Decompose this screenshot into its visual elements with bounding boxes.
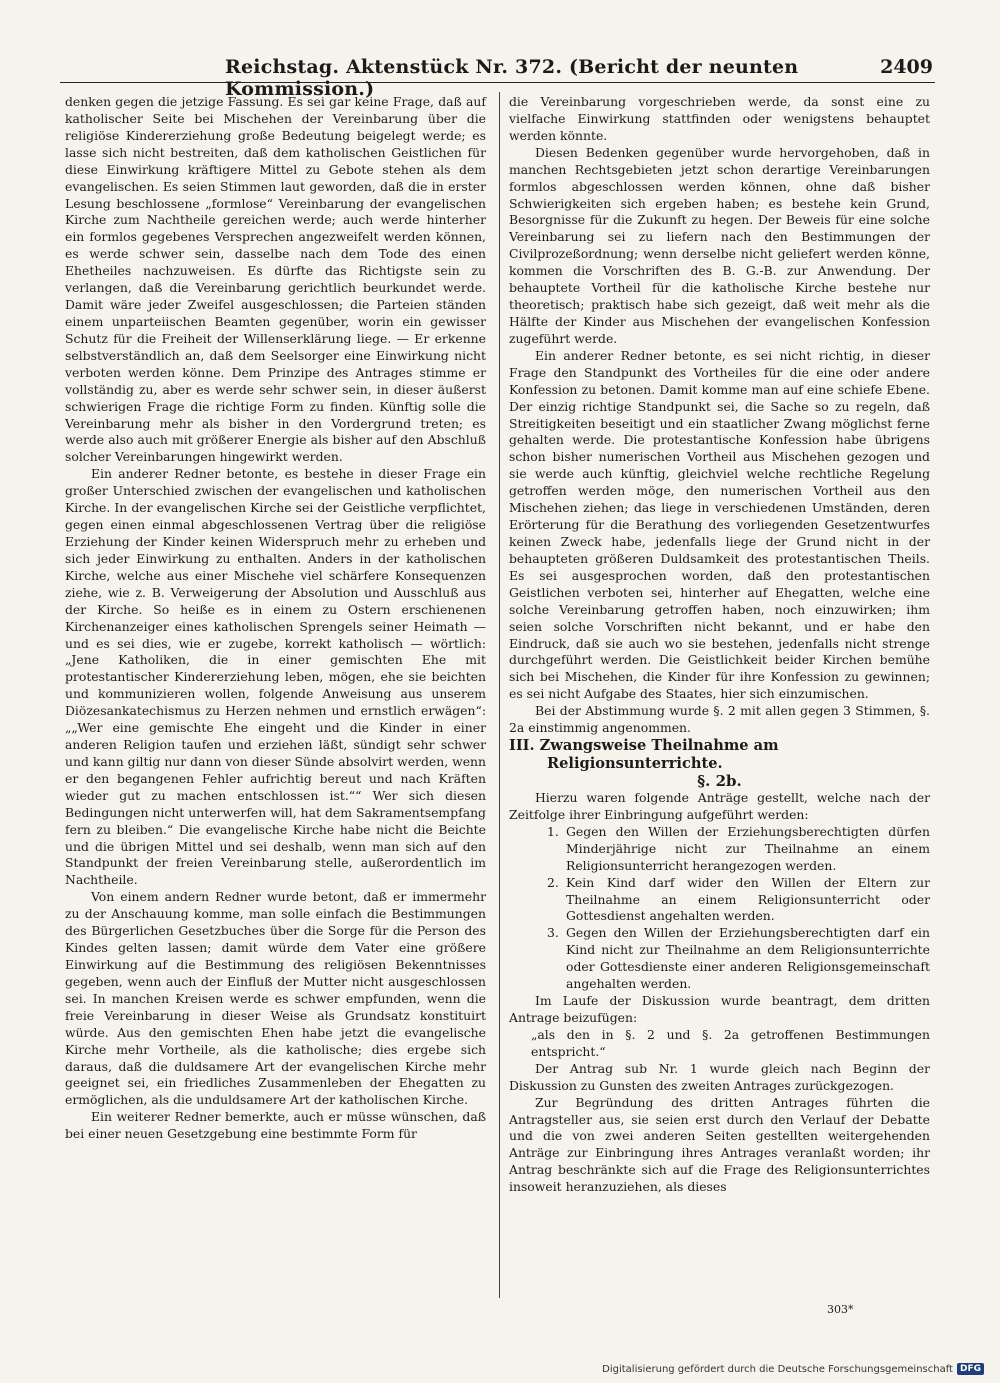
list-number: 3. bbox=[547, 925, 559, 941]
paragraph: Bei der Abstimmung wurde §. 2 mit allen gegen 3 Stimmen, §. 2a einstimmig angenommen. bbox=[509, 703, 930, 736]
list-text: Kein Kind darf wider den Willen der Eltern zur Theilnahme an einem Religionsunterricht oder Gottesdienst angehalten werden. bbox=[566, 874, 930, 924]
list-text: Gegen den Willen der Erziehungsberechtigten dürfen Minderjährige nicht zur Theilnahme an einem Religionsunterricht herangezogen werden. bbox=[566, 823, 930, 873]
list-item bbox=[509, 824, 930, 875]
signature-mark: 303* bbox=[827, 1303, 854, 1316]
paragraph: Ein anderer Redner betonte, es bestehe in dieser Frage ein großer Unterschied zwischen der evangelischen und katholischen Kirche. In der evangelischen Kirche sei der Geistliche verpflichtet, gegen einen einmal abgeschlossenen Vertrag über die religiöse Erziehung der Kinder keinen Widerspruch mehr zu erheben und sich jeder Einwirkung zu enthalten. Anders in der katholischen Kirche, welche aus einer Mischehe viel schärfere Konsequenzen ziehe, wie z. B. Verweigerung der Absolution und Ausschluß aus der Kirche. So heiße es in einem zu Ostern erschienenen Kirchenanzeiger eines katholischen Sprengels seiner Heimath — und es sei dies, wie er zugebe, korrekt katholisch — wörtlich: „Jene Katholiken, die in einer gemischten Ehe mit protestantischer Kindererziehung leben, mögen, ehe sie beichten und kommunizieren wollen, folgende Anweisung aus unserem Diözesankatechismus zu Herzen nehmen und ernstlich erwägen“: „„Wer eine gemischte Ehe eingeht und die Kinder in einer anderen Religion taufen und erziehen läßt, sündigt sehr schwer und kann giltig nur dann von dieser Sünde absolvirt werden, wenn er den begangenen Fehler aufrichtig bereut und nach Kräften wieder gut zu machen entschlossen ist.““ Wer sich diesen Bedingungen nicht unterwerfen will, hat dem Sakramentsempfang fern zu bleiben.“ Die evangelische Kirche habe nicht die Beichte und die übrigen Mittel und sei deshalb, wenn man sich auf den Standpunkt der freien Vereinbarung stelle, außerordentlich im Nachtheile. bbox=[65, 466, 486, 888]
dfg-logo-icon: DFG bbox=[957, 1363, 984, 1375]
right-column bbox=[509, 94, 930, 1196]
paragraph: Diesen Bedenken gegenüber wurde hervorgehoben, daß in manchen Rechtsgebieten jetzt schon derartige Vereinbarungen formlos abgeschlossen werden können, ohne daß bisher Schwierigkeiten sich ergeben haben; es bestehe kein Grund, Besorgnisse für die Zukunft zu hegen. Der Beweis für eine solche Vereinbarung sei zu liefern nach den Bestimmungen der Civilprozeßordnung; wenn derselbe nicht geliefert werden könne, kommen die Vorschriften des B. G.-B. zur Anwendung. Der behauptete Vortheil für die katholische Kirche bestehe nur theoretisch; praktisch habe sich gezeigt, daß weit mehr als die Hälfte der Kinder aus Mischehen der evangelischen Konfession zugeführt werde. bbox=[509, 144, 930, 346]
page-number: 2409 bbox=[880, 56, 933, 78]
column-divider bbox=[499, 92, 500, 1298]
list-item bbox=[509, 925, 930, 993]
paragraph: denken gegen die jetzige Fassung. Es sei gar keine Frage, daß auf katholischer Seite bei Mischehen der Vereinbarung über die religiöse Kindererziehung große Bedeutung beigelegt werde; es lasse sich nicht bestreiten, daß dem katholischen Geistlichen für diese Einwirkung kräftigere Mittel zu Gebote stehen als dem evangelischen. Es seien Stimmen laut geworden, daß die in erster Lesung beschlossene „formlose“ Vereinbarung der evangelischen Kirche zum Nachtheile gereichen werde; auch werde hinterher ein formlos gegebenes Versprechen angezweifelt werden können, es werde schwer sein, dasselbe nach dem Tode des einen Ehetheiles nachzuweisen. Es dürfte das Richtigste sein zu verlangen, daß die Vereinbarung gerichtlich beurkundet werde. Damit wäre jeder Zweifel ausgeschlossen; die Parteien ständen einem unparteiischen Beamten gegenüber, worin ein gewisser Schutz für die Freiheit der Willenserklärung liege. — Er erkenne selbstverständlich an, daß dem Seelsorger eine Einwirkung nicht verboten werden könne. Dem Prinzipe des Antrages stimme er vollständig zu, aber es werde sehr schwer sein, in dieser äußerst schwierigen Frage die richtige Form zu finden. Künftig solle die Vereinbarung mehr als bisher in den Vordergrund treten; es werde also auch mit größerer Energie als bisher auf den Abschluß solcher Vereinbarungen hingewirkt werden. bbox=[65, 94, 486, 465]
motion-list bbox=[509, 824, 930, 993]
quotation: „als den in §. 2 und §. 2a getroffenen Bestimmungen entspricht.“ bbox=[531, 1026, 930, 1059]
list-number: 2. bbox=[547, 874, 559, 890]
list-number: 1. bbox=[547, 823, 559, 839]
running-title: Reichstag. Aktenstück Nr. 372. (Bericht der neunten Kommission.) bbox=[225, 56, 799, 100]
list-item bbox=[509, 875, 930, 926]
paragraph: Zur Begründung des dritten Antrages führten die Antragsteller aus, sie seien erst durch den Verlauf der Debatte und die von zwei anderen Seiten gestellten weitergehenden Anträge zur Einbringung ihres Antrages veranlaßt worden; ihr Antrag beschränkte sich auf die Frage des Religionsunterrichtes insoweit heranzuziehen, als dieses bbox=[509, 1094, 930, 1195]
paragraph: Im Laufe der Diskussion wurde beantragt, dem dritten Antrage beizufügen: bbox=[509, 993, 930, 1026]
footer-text: Digitalisierung gefördert durch die Deutsche Forschungsgemeinschaft bbox=[602, 1363, 953, 1375]
page-header bbox=[60, 52, 935, 100]
paragraph: Ein anderer Redner betonte, es sei nicht richtig, in dieser Frage den Standpunkt des Vortheiles für die eine oder andere Konfession zu betonen. Damit komme man auf eine schiefe Ebene. Der einzig richtige Standpunkt sei, die Sache so zu regeln, daß Streitigkeiten beseitigt und ein staatlicher Zwang möglichst ferne gehalten werde. Die protestantische Konfession habe übrigens schon bisher numerischen Vortheil aus Mischehen gezogen und sie werde auch künftig, gleichviel welche rechtliche Regelung getroffen werden möge, den numerischen Vortheil aus den Mischehen ziehen; das liege in verschiedenen Umständen, deren Erörterung für die Berathung des vorliegenden Gesetzentwurfes keinen Zweck habe, jedenfalls liege der Grund nicht in der behaupteten größeren Duldsamkeit des protestantischen Theils. Es sei ausgesprochen worden, daß den protestantischen Geistlichen verboten sei, hinterher auf Ehegatten, welche eine solche Vereinbarung getroffen haben, noch einzuwirken; ihm seien solche Vorschriften nicht bekannt, und er habe den Eindruck, daß sie auch wo sie bestehen, jedenfalls nicht strenge durchgeführt werden. Die Geistlichkeit beider Kirchen bemühe sich bei Mischehen, die Kinder für ihre Konfession zu gewinnen; es sei nicht Aufgabe des Staates, hier sich einzumischen. bbox=[509, 347, 930, 702]
left-column bbox=[65, 94, 486, 1143]
paragraph: Der Antrag sub Nr. 1 wurde gleich nach Beginn der Diskussion zu Gunsten des zweiten Antrages zurückgezogen. bbox=[509, 1060, 930, 1093]
list-text: Gegen den Willen der Erziehungsberechtigten darf ein Kind nicht zur Theilnahme an dem Religionsunterrichte oder Gottesdienste einer anderen Religionsgemeinschaft angehalten werden. bbox=[566, 925, 930, 992]
section-paragraph-number: §. 2b. bbox=[697, 772, 742, 791]
footer bbox=[602, 1363, 984, 1375]
paragraph: Ein weiterer Redner bemerkte, auch er müsse wünschen, daß bei einer neuen Gesetzgebung eine bestimmte Form für bbox=[65, 1109, 486, 1142]
paragraph: Hierzu waren folgende Anträge gestellt, welche nach der Zeitfolge ihrer Einbringung aufgeführt werden: bbox=[509, 790, 930, 822]
paragraph: Von einem andern Redner wurde betont, daß er immermehr zu der Anschauung komme, man solle einfach die Bestimmungen des Bürgerlichen Gesetzbuches über die Sorge für die Person des Kindes gelten lassen; damit würde dem Vater eine größere Einwirkung auf die Bestimmung des religiösen Bekenntnisses gegeben, wenn auch der Einfluß der Mutter nicht ausgeschlossen sei. In manchen Kreisen werde es schwer empfunden, wenn die freie Vereinbarung in dieser Weise als Grundsatz konstituirt würde. Aus den gemischten Ehen habe jetzt die evangelische Kirche mehr Vortheile, als die katholische; dies ergebe sich daraus, daß die duldsamere Art der evangelischen Kirche mehr geeignet sei, ein friedliches Zusammenleben der Ehegatten zu ermöglichen, als die unduldsamere Art der katholischen Kirche. bbox=[65, 889, 486, 1108]
section-heading: III. Zwangsweise Theilnahme am Religionsunterrichte. bbox=[509, 737, 779, 773]
paragraph: die Vereinbarung vorgeschrieben werde, da sonst eine zu vielfache Einwirkung stattfinden oder wenigstens behauptet werden könnte. bbox=[509, 94, 930, 143]
